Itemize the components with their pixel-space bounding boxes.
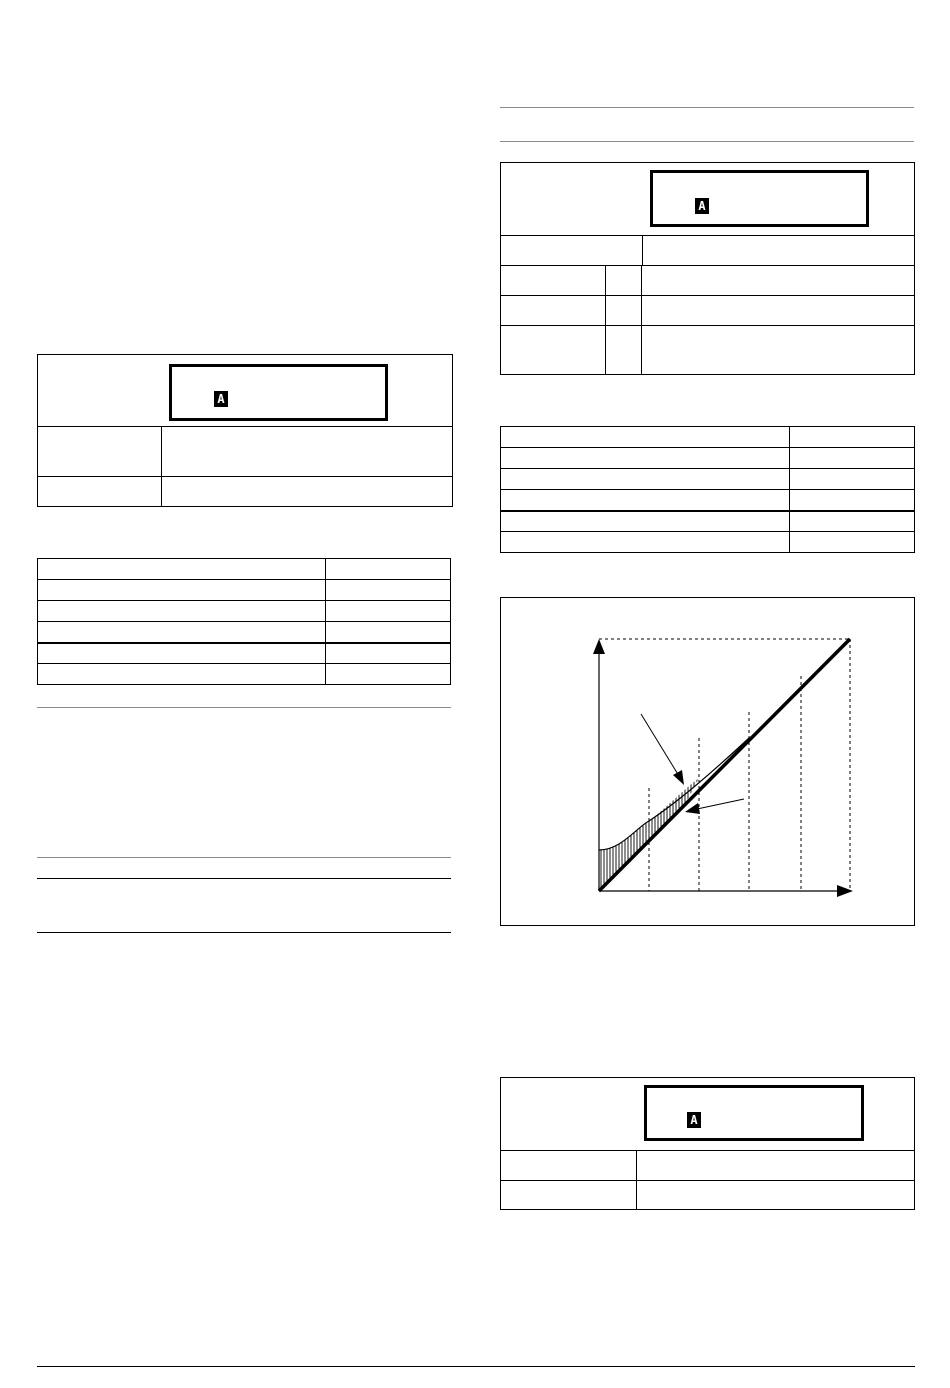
table-cell	[501, 427, 790, 448]
table-cell	[790, 511, 915, 532]
table-cell	[326, 664, 451, 685]
table-cell	[790, 490, 915, 511]
panel-column-divider	[641, 265, 642, 374]
table-cell	[326, 643, 451, 664]
display-cursor-badge: A	[695, 198, 709, 214]
linear-reference-line	[599, 639, 850, 891]
graph-division-lines	[649, 676, 801, 891]
parameter-panel-left	[37, 354, 453, 507]
y-axis-arrow-icon	[593, 639, 605, 654]
table-cell	[790, 448, 915, 469]
table-cell	[790, 469, 915, 490]
panel-column-divider	[605, 265, 606, 374]
keypad-display	[169, 364, 388, 421]
note-box-header-rule	[37, 878, 451, 879]
value-table-right	[500, 426, 915, 553]
table-cell	[38, 622, 326, 643]
callout-arrow-linear	[641, 714, 679, 776]
keypad-display	[644, 1085, 864, 1141]
graph-svg	[501, 598, 914, 925]
display-cursor-badge: A	[687, 1112, 701, 1128]
x-axis-arrow-icon	[837, 885, 853, 897]
parameter-panel-right-bottom	[500, 1077, 915, 1210]
table-cell	[790, 427, 915, 448]
table-cell	[326, 580, 451, 601]
section-rule	[37, 707, 451, 708]
callout-arrow-curve	[697, 799, 744, 809]
curve-line	[599, 738, 749, 850]
panel-column-divider	[161, 426, 162, 506]
table-cell	[38, 559, 326, 580]
panel-divider	[501, 265, 914, 266]
panel-column-divider	[642, 235, 643, 265]
panel-divider	[501, 1150, 914, 1151]
arrowhead-icon	[673, 770, 684, 785]
table-cell	[38, 580, 326, 601]
note-box-top-rule	[37, 857, 451, 858]
table-cell	[501, 469, 790, 490]
panel-divider	[501, 235, 914, 236]
panel-divider	[38, 426, 452, 427]
display-cursor-badge: A	[214, 391, 228, 407]
table-cell	[790, 532, 915, 553]
value-table-left	[37, 558, 451, 685]
keypad-display	[650, 170, 869, 227]
right-top-rule-1	[500, 107, 914, 108]
panel-divider	[38, 476, 452, 477]
panel-divider	[501, 325, 914, 326]
right-top-rule-2	[500, 141, 914, 142]
table-cell	[38, 601, 326, 622]
table-cell	[501, 532, 790, 553]
graph-figure	[500, 597, 915, 926]
parameter-panel-right-top	[500, 162, 915, 375]
table-cell	[501, 511, 790, 532]
note-box-bottom-rule	[37, 932, 451, 933]
table-cell	[326, 601, 451, 622]
table-cell	[326, 622, 451, 643]
panel-divider	[501, 1180, 914, 1181]
table-cell	[38, 643, 326, 664]
table-cell	[501, 448, 790, 469]
table-cell	[38, 664, 326, 685]
table-cell	[501, 490, 790, 511]
page-footer-rule	[37, 1366, 915, 1367]
table-cell	[326, 559, 451, 580]
panel-divider	[501, 295, 914, 296]
